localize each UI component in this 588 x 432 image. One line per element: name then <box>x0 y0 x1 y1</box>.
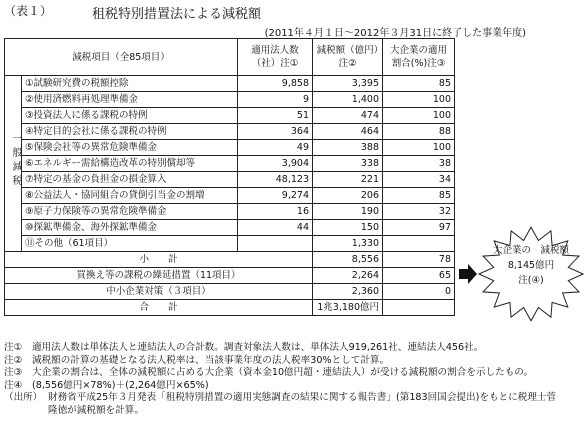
note-label: 注① <box>4 342 23 353</box>
table-header-row <box>5 39 455 76</box>
page-title: 租税特別措置法による減税額 <box>92 7 262 22</box>
row-share <box>383 236 455 252</box>
side-label-cell <box>5 76 22 252</box>
row-item: ③投資法人に係る課税の特例 <box>22 108 238 124</box>
total-empty <box>383 300 455 316</box>
source-line-2: 隆徳が減税額を計算。 <box>48 404 144 416</box>
callout-line-1: 大企業の 減税額 <box>492 245 569 256</box>
header-corps: 適用法人数（社）注① <box>238 39 313 76</box>
table-label: （表１） <box>4 4 53 18</box>
table-row <box>5 156 455 172</box>
note-label: 注④ <box>4 379 23 391</box>
total-amount: 1兆3,180億円 <box>313 300 383 316</box>
row-corps: 48,123 <box>238 172 313 188</box>
note-text: 大企業の割合は、全体の減税額に占める大企業（資本金10億円超・連結法人）が受ける減税額の割合を示したもの。 <box>32 367 534 379</box>
subtotal-row-label: 小 計 <box>5 252 313 268</box>
row-corps: 16 <box>238 204 313 220</box>
note-text: 適用法人数は単体法人と連結法人の合計数。調査対象法人数は、単体法人919,261社、連結法人456社。 <box>32 342 484 353</box>
row-item: ①試験研究費の税額控除 <box>22 76 238 92</box>
row-amount: 388 <box>313 140 383 156</box>
replacement-row <box>5 268 455 284</box>
period-caption: (2011年４月１日～2012年３月31日に終了した事業年度) <box>264 28 526 39</box>
note-text: (8,556億円×78%)＋(2,264億円×65%) <box>32 379 209 391</box>
row-share: 100 <box>383 108 455 124</box>
row-share: 88 <box>383 124 455 140</box>
row-amount: 3,395 <box>313 76 383 92</box>
sme-row <box>5 284 455 300</box>
callout-line-3: 注(④) <box>518 275 544 286</box>
replacement-row-share: 65 <box>383 268 455 284</box>
table-row <box>5 236 455 252</box>
side-label: 一般減税 <box>10 133 21 189</box>
subtotal-row <box>5 252 455 268</box>
row-share: 38 <box>383 156 455 172</box>
row-corps: 51 <box>238 108 313 124</box>
row-amount: 150 <box>313 220 383 236</box>
row-item: ④特定目的会社に係る課税の特例 <box>22 124 238 140</box>
subtotal-row-amount: 8,556 <box>313 252 383 268</box>
row-amount: 464 <box>313 124 383 140</box>
row-share: 100 <box>383 92 455 108</box>
row-item: ⑩探鉱準備金、海外探鉱準備金 <box>22 220 238 236</box>
row-item: ⑥エネルギー需給構造改革の特別償却等 <box>22 156 238 172</box>
row-corps <box>238 236 313 252</box>
row-amount: 221 <box>313 172 383 188</box>
row-amount: 1,330 <box>313 236 383 252</box>
table-row <box>5 172 455 188</box>
table-row <box>5 92 455 108</box>
row-share: 100 <box>383 140 455 156</box>
header-amount: 減税額（億円）注② <box>313 39 383 76</box>
row-share: 97 <box>383 220 455 236</box>
row-corps: 9 <box>238 92 313 108</box>
row-item: ⑪その他（61項目） <box>22 236 238 252</box>
row-item: ⑧公益法人・協同組合の貸倒引当金の割増 <box>22 188 238 204</box>
row-share: 32 <box>383 204 455 220</box>
note <box>4 342 586 355</box>
sme-row-share: 0 <box>383 284 455 300</box>
table-row <box>5 76 455 92</box>
row-amount: 190 <box>313 204 383 220</box>
note-text: 減税額の計算の基礎となる法人税率は、当該事業年度の法人税率30%として計算。 <box>32 354 390 366</box>
replacement-row-amount: 2,264 <box>313 268 383 284</box>
row-amount: 206 <box>313 188 383 204</box>
row-share: 85 <box>383 76 455 92</box>
row-share: 85 <box>383 188 455 204</box>
row-corps: 3,904 <box>238 156 313 172</box>
note-label: 注③ <box>4 367 23 379</box>
row-corps: 9,858 <box>238 76 313 92</box>
table-row <box>5 188 455 204</box>
note-label: 注② <box>4 354 23 366</box>
row-item: ②使用済燃料再処理準備金 <box>22 92 238 108</box>
sme-row-amount: 2,360 <box>313 284 383 300</box>
row-amount: 474 <box>313 108 383 124</box>
row-item: ⑨原子力保険等の異常危険準備金 <box>22 204 238 220</box>
note <box>4 355 586 368</box>
source-label: （出所） <box>4 392 43 404</box>
row-corps: 364 <box>238 124 313 140</box>
header-share: 大企業の適用割合(%)注③ <box>383 39 455 76</box>
callout-line-2: 8,145億円 <box>507 260 555 271</box>
table-row <box>5 108 455 124</box>
subtotal-row-share: 78 <box>383 252 455 268</box>
callout-text <box>478 243 584 288</box>
total-label: 合 計 <box>5 300 313 316</box>
right-arrow-icon <box>459 264 477 284</box>
table-row <box>5 220 455 236</box>
source-note <box>4 392 586 405</box>
note <box>4 380 586 393</box>
row-amount: 338 <box>313 156 383 172</box>
row-item: ⑤保険会社等の異常危険準備金 <box>22 140 238 156</box>
row-item: ⑦特定の基金の負担金の損金算入 <box>22 172 238 188</box>
source-line-1: 財務省平成25年３月発表「租税特別措置の適用実態調査の結果に関する報告書」(第183回国会提出)をもとに税理士菅 <box>48 392 557 404</box>
note <box>4 367 586 380</box>
notes <box>4 342 586 418</box>
tax-reduction-table <box>4 38 455 316</box>
row-corps: 9,274 <box>238 188 313 204</box>
table-row <box>5 204 455 220</box>
replacement-row-label: 買換え等の課税の繰延措置（11項目） <box>5 268 313 284</box>
table-row <box>5 140 455 156</box>
total-row <box>5 300 455 316</box>
row-corps: 44 <box>238 220 313 236</box>
table-row <box>5 124 455 140</box>
header-item: 減税項目（全85項目） <box>5 39 238 76</box>
row-share: 34 <box>383 172 455 188</box>
row-amount: 1,400 <box>313 92 383 108</box>
row-corps: 49 <box>238 140 313 156</box>
sme-row-label: 中小企業対策（３項目） <box>5 284 313 300</box>
